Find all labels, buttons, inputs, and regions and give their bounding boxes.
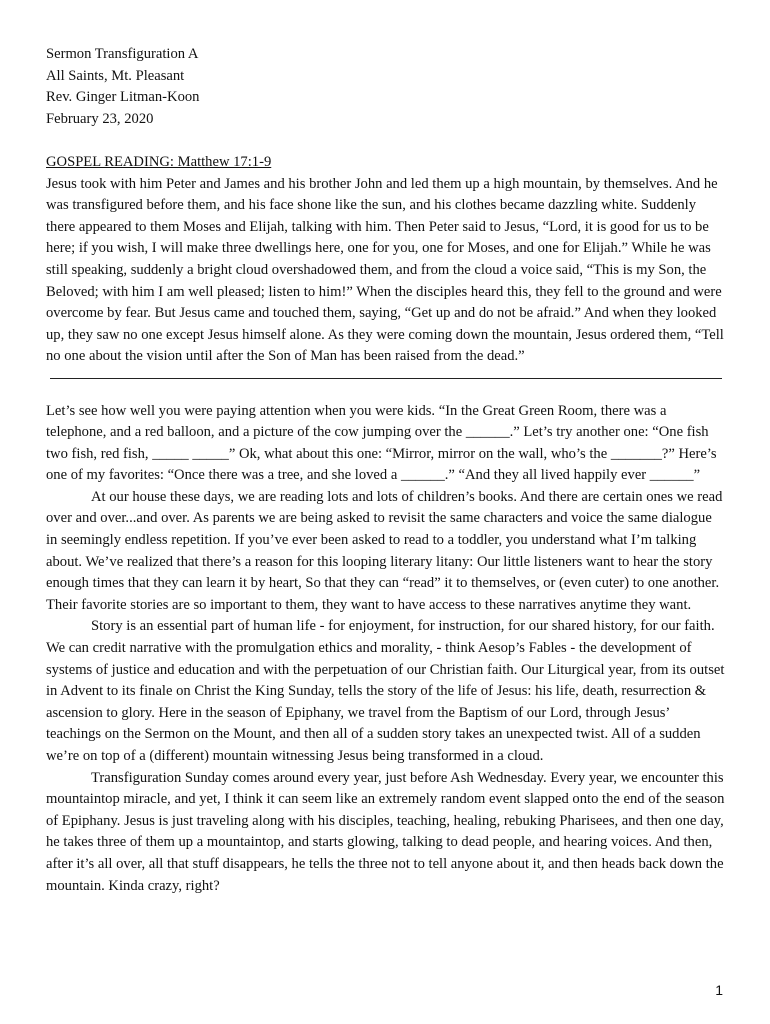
section-gap xyxy=(46,379,726,401)
sermon-paragraph: Transfiguration Sunday comes around every year, just before Ash Wednesday. Every year, we encounter this mountaintop miracle, and yet, I think it can seem like an extremely random event slapped onto the end of the season of Epiphany. Jesus is just traveling along with his disciples, teaching, healing, rebuking Pharisees, and then one day, he takes three of them up a mountaintop, and starts glowing, talking to dead people, and hearing voices. And then, after it’s all over, all that stuff disappears, he tells the three not to tell anyone about it, and then heads back down the mountain. Kinda crazy, right? xyxy=(46,769,725,894)
header-spacer xyxy=(46,130,726,152)
document-body xyxy=(46,44,726,897)
gospel-text: Jesus took with him Peter and James and his brother John and led them up a high mountain, by themselves. And he was transfigured before them, and his face shone like the sun, and his clothes became dazzling white. Suddenly there appeared to them Moses and Elijah, talking with him. Then Peter said to Jesus, “Lord, it is good for us to be here; if you wish, I will make three dwellings here, one for you, one for Moses, and one for Elijah.” While he was still speaking, suddenly a bright cloud overshadowed them, and from the cloud a voice said, “This is my Son, the Beloved; with him I am well pleased; listen to him!” When the disciples heard this, they fell to the ground and were overcome by fear. But Jesus came and touched them, saying, “Get up and do not be afraid.” And when they looked up, they saw no one except Jesus himself alone. As they were coming down the mountain, Jesus ordered them, “Tell no one about the vision until after the Son of Man has been raised from the dead.” xyxy=(46,175,724,365)
church-name: All Saints, Mt. Pleasant xyxy=(46,67,185,84)
sermon-paragraph: Story is an essential part of human life - for enjoyment, for instruction, for our shared history, for our faith. We can credit narrative with the promulgation ethics and morality, - think Aesop’s Fables - the development of systems of justice and education and with the perpetuation of our Christian faith. Our Liturgical year, from its outset in Advent to its finale on Christ the King Sunday, tells the story of the life of Jesus: his life, death, resurrection & ascension to glory. Here in the season of Epiphany, we travel from the Baptism of our Lord, through Jesus’ teachings on the Sermon on the Mount, and then all of a sudden story takes an unexpected twist. All of a sudden we’re on top of a (different) mountain witnessing Jesus being transformed in a cloud. xyxy=(46,618,725,764)
page-number: 1 xyxy=(715,982,723,998)
sermon-title: Sermon Transfiguration A xyxy=(46,46,199,62)
gospel-heading: GOSPEL READING: Matthew 17:1-9 xyxy=(46,153,272,170)
sermon-paragraph: Let’s see how well you were paying attention when you were kids. “In the Great Green Room, there was a telephone, and a red balloon, and a picture of the cow jumping over the ______.” Let’s try another one: “One fish two fish, red fish, _____ _____” Ok, what about this one: “Mirror, mirror on the wall, who’s the _______?” Here’s one of my favorites: “Once there was a tree, and she loved a ______.” “And they all lived happily ever ______” xyxy=(46,402,717,484)
sermon-paragraph: At our house these days, we are reading lots and lots of children’s books. And there are certain ones we read over and over...and over. As parents we are being asked to revisit the same characters and voice the same dialogue in seemingly endless repetition. If you’ve ever been asked to read to a toddler, you understand what I’m talking about. We’ve realized that there’s a reason for this looping literary litany: Our little listeners want to hear the story enough times that they can learn it by heart, So that they can “read” it to themselves, or (even cuter) to one another. Their favorite stories are so important to them, they want to have access to these narratives anytime they want. xyxy=(46,488,723,613)
preacher-name: Rev. Ginger Litman-Koon xyxy=(46,89,200,106)
sermon-date: February 23, 2020 xyxy=(46,110,154,127)
